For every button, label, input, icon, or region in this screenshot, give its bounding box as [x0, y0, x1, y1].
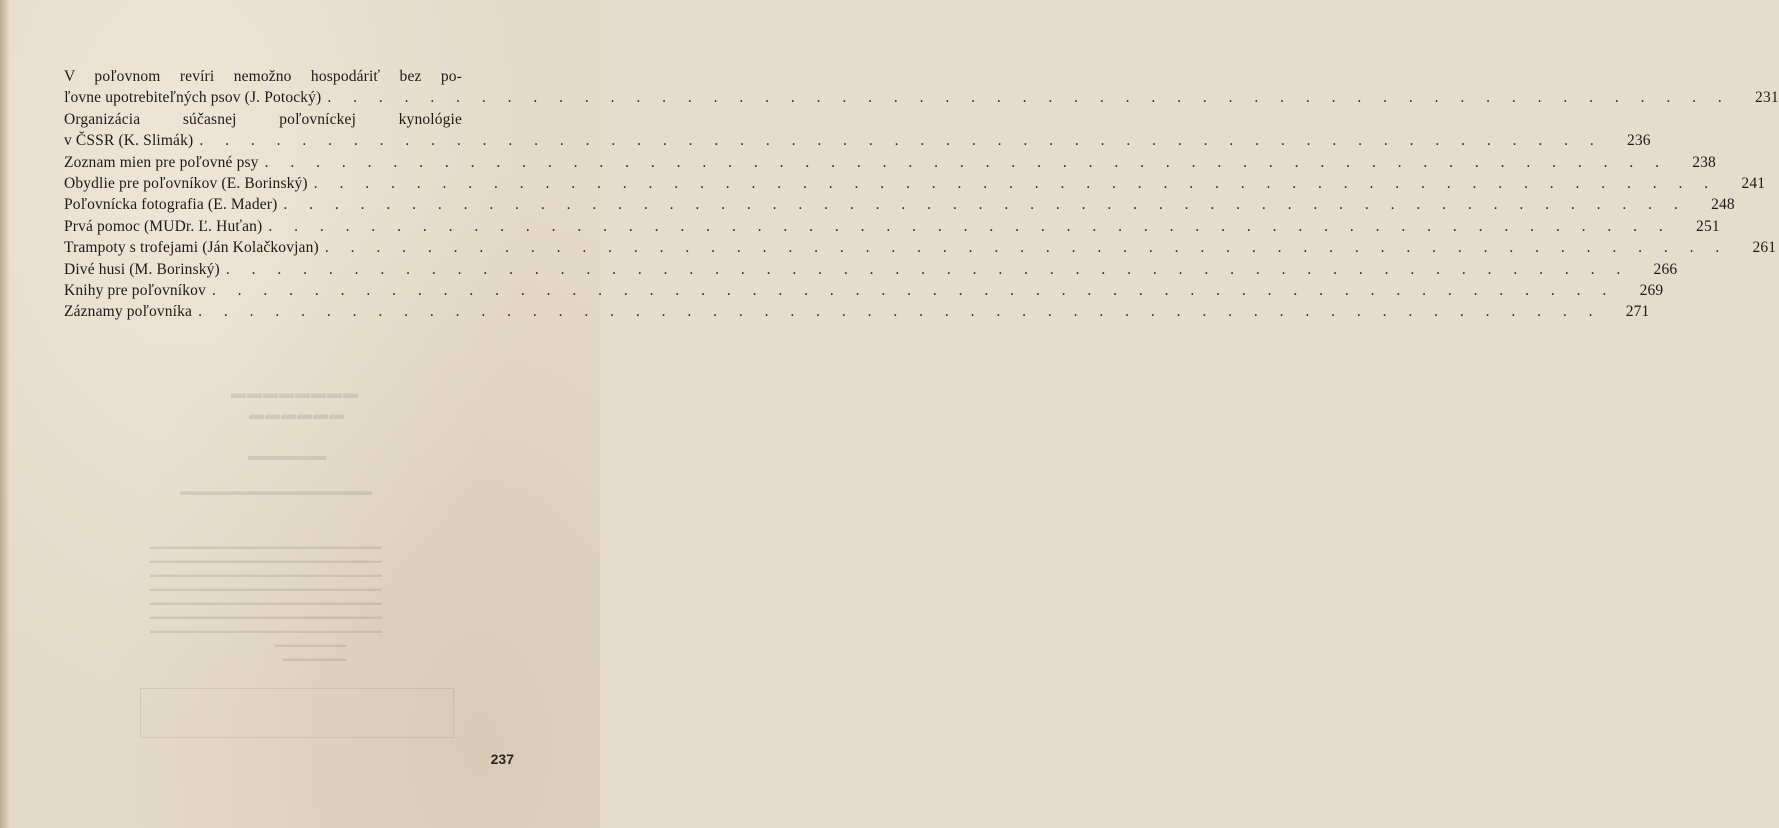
- toc-entry-title-line: V poľovnom revíri nemožno hospodáriť bez po-: [64, 68, 462, 85]
- dot-leader: . . . . . . . . . . . . . . . . . . . . . . . . . . . . . . . . . . . . . . . . . . . . . . . . . . . . . . .: [268, 217, 1672, 235]
- toc-entry-title: Záznamy poľovníka: [64, 303, 193, 321]
- toc-entry: [64, 152, 1716, 173]
- toc-entry: [64, 66, 1779, 109]
- page-gutter-shadow: [0, 0, 10, 828]
- dot-leader: . . . . . . . . . . . . . . . . . . . . . . . . . . . . . . . . . . . . . . . . . . . . . . . . . . . . . . .: [327, 89, 1731, 107]
- show-through-block: ▬▬▬▬▬▬▬▬▬▬▬▬▬▬▬▬: [180, 484, 372, 498]
- toc-entry-title: Zoznam mien pre poľovné psy: [64, 153, 259, 171]
- dot-leader: . . . . . . . . . . . . . . . . . . . . . . . . . . . . . . . . . . . . . . . . . . . . . . . . . . . . . . .: [264, 153, 1668, 171]
- toc-page-number: 238: [1692, 153, 1716, 171]
- toc-entry: [64, 280, 1664, 301]
- toc-entry-title-line: Organizácia súčasnej poľovníckej kynológie: [64, 110, 462, 128]
- toc-page-number: 248: [1711, 196, 1735, 214]
- toc-entry-title: Divé husi (M. Borinský): [64, 260, 220, 278]
- toc-page-number: 236: [1626, 132, 1651, 150]
- toc-page-number: 241: [1741, 175, 1766, 193]
- show-through-block: ▬▬▬▬▬▬▬▬▬▬▬▬▬▬▬▬▬▬▬▬▬▬▬▬▬▬▬▬▬ ▬▬▬▬▬▬▬▬▬▬▬▬▬▬▬▬▬▬▬▬▬▬▬▬▬▬▬▬▬ ▬▬▬▬▬▬▬▬▬▬▬▬▬▬▬▬▬▬▬▬▬▬▬▬▬▬▬▬▬ ▬▬▬▬▬▬▬▬▬▬▬▬▬▬▬▬▬▬▬▬▬▬▬▬▬▬▬▬▬ ▬▬▬▬▬▬▬▬▬▬▬▬▬▬▬▬▬▬▬▬▬▬▬▬▬▬▬▬▬ ▬▬▬▬▬▬▬▬▬▬▬▬▬▬▬▬▬▬▬▬▬▬▬▬▬▬▬▬▬ ▬▬▬▬▬▬▬▬▬▬▬▬▬▬▬▬▬▬▬▬▬▬▬▬▬▬▬▬▬ ▬▬▬▬▬▬▬▬▬ ▬▬▬▬▬▬▬▬: [150, 542, 382, 663]
- toc-page-number: 269: [1639, 282, 1664, 300]
- dot-leader: . . . . . . . . . . . . . . . . . . . . . . . . . . . . . . . . . . . . . . . . . . . . . . . . . . . . . . .: [211, 282, 1616, 300]
- dot-leader: . . . . . . . . . . . . . . . . . . . . . . . . . . . . . . . . . . . . . . . . . . . . . . . . . . . . . . .: [199, 132, 1603, 150]
- toc-entry-title: Obydlie pre poľovníkov (E. Borinský): [64, 175, 308, 193]
- show-through-block: ▬▬▬▬▬▬▬▬: [230, 385, 358, 402]
- show-through-frame: [140, 688, 454, 738]
- dot-leader: . . . . . . . . . . . . . . . . . . . . . . . . . . . . . . . . . . . . . . . . . . . . . . . . . . . . . . .: [198, 303, 1602, 321]
- dot-leader: . . . . . . . . . . . . . . . . . . . . . . . . . . . . . . . . . . . . . . . . . . . . . . . . . . . . . . .: [283, 196, 1687, 214]
- toc-page-number: 271: [1625, 303, 1650, 321]
- page-folio-number: 237: [490, 751, 514, 767]
- toc-entry: [64, 109, 1651, 152]
- dot-leader: . . . . . . . . . . . . . . . . . . . . . . . . . . . . . . . . . . . . . . . . . . . . . . . . . . . . . . .: [324, 239, 1729, 257]
- toc-entry-title-line: ľovne upotrebiteľných psov (J. Potocký): [64, 89, 322, 107]
- toc-entry: [64, 173, 1766, 194]
- show-through-block: ▬▬▬▬▬▬: [248, 448, 326, 463]
- toc-entry: [64, 301, 1650, 322]
- toc-page-number: 261: [1752, 239, 1777, 257]
- toc-page-number: 266: [1653, 260, 1678, 278]
- table-of-contents: [64, 66, 1779, 323]
- show-through-block: ▬▬▬▬▬▬: [248, 406, 344, 423]
- toc-page-number: 231: [1755, 89, 1779, 107]
- toc-entry-title: Trampoty s trofejami (Ján Kolačkovjan): [64, 239, 319, 257]
- toc-page-number: 251: [1696, 217, 1720, 235]
- toc-entry-title: Knihy pre poľovníkov: [64, 282, 206, 300]
- toc-entry: [64, 216, 1720, 237]
- toc-entry: [64, 259, 1678, 280]
- toc-entry-title: Poľovnícka fotografia (E. Mader): [64, 196, 278, 214]
- dot-leader: . . . . . . . . . . . . . . . . . . . . . . . . . . . . . . . . . . . . . . . . . . . . . . . . . . . . . . .: [225, 260, 1630, 278]
- dot-leader: . . . . . . . . . . . . . . . . . . . . . . . . . . . . . . . . . . . . . . . . . . . . . . . . . . . . . . .: [313, 175, 1718, 193]
- toc-entry-title: Prvá pomoc (MUDr. Ľ. Huťan): [64, 217, 263, 235]
- toc-entry-title-line: v ČSSR (K. Slimák): [64, 132, 194, 150]
- toc-entry: [64, 194, 1735, 215]
- toc-entry: [64, 237, 1777, 258]
